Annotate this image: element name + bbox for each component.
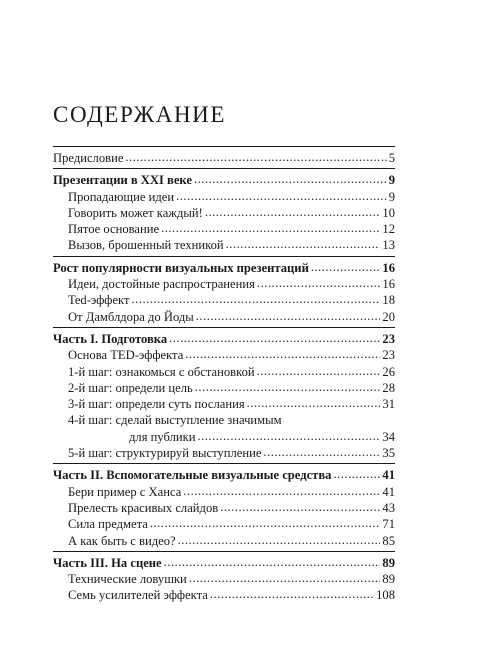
toc-entry[interactable]: [53, 347, 395, 363]
toc-entry-label: Ted-эффект: [68, 293, 130, 308]
toc-heading-label: Часть I. Подготовка: [53, 331, 168, 346]
toc-entry-label: Бери пример с Ханса: [68, 484, 182, 499]
toc-page-number: 20: [382, 309, 395, 324]
toc-heading-label: Презентации в XXI веке: [53, 173, 192, 188]
toc-entry[interactable]: [53, 205, 395, 221]
toc-entry-label: Семь усилителей эффекта: [68, 588, 208, 603]
toc-entry-continuation[interactable]: [53, 429, 395, 445]
toc-entry-label: Технические ловушки: [68, 572, 187, 587]
toc-entry[interactable]: [53, 516, 395, 532]
toc-page-number: 108: [376, 588, 395, 603]
toc-page-number: 16: [382, 277, 395, 292]
toc-page-number: 18: [382, 293, 395, 308]
leader-dots: [178, 532, 381, 548]
table-of-contents: [53, 146, 395, 606]
toc-section: [53, 327, 395, 463]
toc-entry-label: 5-й шаг: структурируй выступление: [68, 446, 262, 461]
leader-dots: [205, 204, 381, 220]
toc-entry-label: 1-й шаг: ознакомься с обстановкой: [68, 364, 255, 379]
toc-entry[interactable]: [53, 364, 395, 380]
toc-heading[interactable]: [53, 555, 395, 571]
leader-dots: [210, 586, 374, 602]
toc-page-number: 23: [382, 331, 395, 346]
toc-page-number: 89: [382, 572, 395, 587]
toc-page-number: 89: [382, 555, 395, 570]
toc-entry-label: Предисловие: [53, 151, 124, 165]
toc-page-number: 31: [382, 397, 395, 412]
leader-dots: [226, 236, 381, 252]
leader-dots: [195, 379, 381, 395]
leader-dots: [196, 308, 381, 324]
leader-dots: [150, 515, 381, 531]
toc-entry[interactable]: [53, 276, 395, 292]
leader-dots: [132, 291, 381, 307]
toc-page-number: 5: [388, 151, 395, 165]
toc-entry[interactable]: [53, 533, 395, 549]
toc-section: [53, 551, 395, 606]
toc-page-number: 9: [388, 189, 395, 204]
toc-entry[interactable]: [53, 571, 395, 587]
toc-entry-label: Говорить может каждый!: [68, 205, 203, 220]
toc-heading[interactable]: [53, 172, 395, 188]
toc-page-number: 71: [382, 517, 395, 532]
toc-entry-label: Идеи, достойные распространения: [68, 277, 255, 292]
leader-dots: [169, 330, 380, 346]
leader-dots: [161, 220, 380, 236]
toc-heading[interactable]: [53, 260, 395, 276]
toc-page-number: 43: [382, 500, 395, 515]
toc-entry[interactable]: [53, 396, 395, 412]
toc-entry-label: А как быть с видео?: [68, 533, 176, 548]
toc-entry[interactable]: [53, 380, 395, 396]
toc-entry-multiline[interactable]: [53, 412, 395, 428]
toc-entry-label-line1: 4-й шаг: сделай выступление значимым: [68, 413, 282, 428]
toc-heading[interactable]: [53, 331, 395, 347]
toc-page-number: 12: [382, 222, 395, 237]
page-title: СОДЕРЖАНИЕ: [53, 102, 227, 127]
leader-dots: [194, 171, 387, 187]
toc-heading[interactable]: [53, 467, 395, 483]
toc-entry[interactable]: [53, 445, 395, 461]
leader-dots: [164, 554, 381, 570]
toc-page-number: 34: [382, 429, 395, 444]
toc-entry-label: 2-й шаг: определи цель: [68, 380, 193, 395]
toc-page-number: 35: [382, 446, 395, 461]
toc-entry-label-line2: для публики: [129, 429, 196, 444]
leader-dots: [125, 149, 386, 165]
toc-entry[interactable]: [53, 221, 395, 237]
leader-dots: [176, 188, 387, 204]
toc-section: [53, 256, 395, 327]
toc-entry-label: Пятое основание: [68, 222, 160, 237]
leader-dots: [183, 483, 380, 499]
leader-dots: [247, 395, 381, 411]
toc-page-number: 13: [382, 238, 395, 253]
toc-entry[interactable]: [53, 150, 395, 166]
toc-heading-label: Часть II. Вспомогательные визуальные средства: [53, 468, 332, 483]
toc-entry-label: 3-й шаг: определи суть послания: [68, 397, 245, 412]
toc-entry[interactable]: [53, 292, 395, 308]
toc-heading-label: Рост популярности визуальных презентаций: [53, 260, 309, 275]
toc-section-preface: [53, 146, 395, 168]
toc-page-number: 16: [382, 260, 395, 275]
toc-entry-label: Пропадающие идеи: [68, 189, 175, 204]
toc-heading-label: Часть III. На сцене: [53, 555, 162, 570]
leader-dots: [257, 275, 380, 291]
toc-page-number: 41: [382, 468, 395, 483]
toc-entry[interactable]: [53, 309, 395, 325]
toc-entry-label: От Дамблдора до Йоды: [68, 309, 194, 324]
toc-section: [53, 168, 395, 255]
leader-dots: [263, 444, 380, 460]
toc-entry[interactable]: [53, 587, 395, 603]
toc-page-number: 9: [388, 173, 395, 188]
toc-page-number: 10: [382, 205, 395, 220]
toc-entry-label: Вызов, брошенный техникой: [68, 238, 224, 253]
toc-section: [53, 463, 395, 550]
toc-entry[interactable]: [53, 484, 395, 500]
toc-page-number: 85: [382, 533, 395, 548]
toc-page-number: 23: [382, 348, 395, 363]
toc-entry-label: Основа TED-эффекта: [68, 348, 184, 363]
toc-page-number: 41: [382, 484, 395, 499]
leader-dots: [185, 346, 380, 362]
toc-entry[interactable]: [53, 500, 395, 516]
leader-dots: [197, 428, 380, 444]
toc-entry-label: Сила предмета: [68, 517, 148, 532]
leader-dots: [220, 499, 380, 515]
leader-dots: [257, 363, 381, 379]
leader-dots: [311, 259, 381, 275]
toc-page-number: 26: [382, 364, 395, 379]
toc-page-number: 28: [382, 380, 395, 395]
toc-entry[interactable]: [53, 189, 395, 205]
toc-entry-label: Прелесть красивых слайдов: [68, 500, 219, 515]
toc-entry[interactable]: [53, 237, 395, 253]
leader-dots: [189, 570, 381, 586]
leader-dots: [333, 466, 380, 482]
